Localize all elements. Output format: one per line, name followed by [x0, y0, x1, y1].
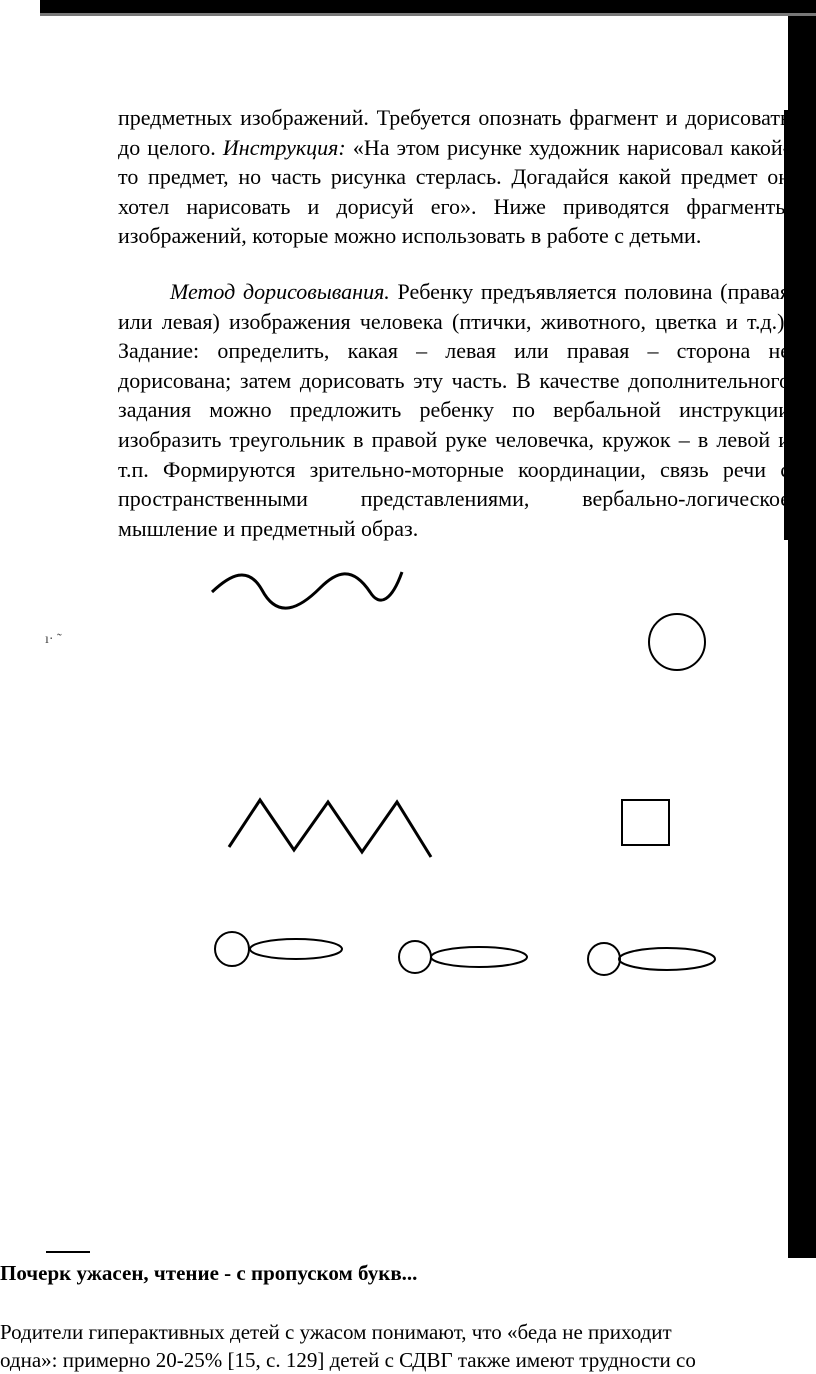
paragraph-2-text: Ребенку предъявляется половина (правая или левая) изображения человека (птички, животного, цветка и т.д.). Задание: определить, какая – левая или правая – сторона не дорисована; затем дорисовать эту часть. В качестве дополнительного задания можно предложить ребенку по вербальной инструкции изобразить треугольник в правой руке человечка, кружок – в левой и т.п. Формируются зрительно-моторные координации, связь речи с пространственными представлениями, вербально-логическое мышление и предметный образ.	[118, 279, 790, 541]
balloon-pair-figure-1	[215, 932, 342, 966]
paragraph-1-part-1: предметных изображений. Требуется опознать фрагмент и дорисовать до целого.	[118, 105, 790, 160]
balloon-pair-figure-3	[588, 943, 715, 975]
scan-top-border	[40, 0, 816, 13]
paragraph-1-part-2: «На этом рисунке художник нарисовал какой-то предмет, но часть рисунка стерлась. Догадайся какой предмет он хотел нарисовать и дорисуй его». Ниже приводятся фрагменты изображений, которые можно использовать в работе с детьми.	[118, 134, 791, 249]
scanned-paragraph-1	[118, 103, 790, 251]
section-divider	[46, 1251, 90, 1253]
circle-figure	[649, 614, 705, 670]
article-line-1: Родители гиперактивных детей с ужасом понимают, что «беда не приходит	[0, 1320, 672, 1344]
fragment-drawings-svg	[0, 560, 816, 1200]
balloon-pair-figure-2	[399, 941, 527, 973]
zigzag-line-figure	[229, 800, 431, 857]
scan-top-border-shadow	[40, 13, 816, 16]
instruction-label: Инструкция:	[222, 134, 346, 160]
section-heading: Почерк ужасен, чтение - с пропуском букв...	[0, 1261, 418, 1285]
article-body	[0, 1318, 816, 1374]
scanned-paragraph-2	[118, 277, 790, 543]
method-label: Метод дорисовывания.	[170, 279, 390, 304]
square-figure	[622, 800, 669, 845]
scan-specks: ı· ˜	[45, 632, 62, 647]
article-line-2: одна»: примерно 20-25% [15, с. 129] детей с СДВГ также имеют трудности со	[0, 1348, 696, 1372]
drawing-fragments	[0, 560, 816, 1200]
wavy-line-figure	[212, 572, 402, 608]
